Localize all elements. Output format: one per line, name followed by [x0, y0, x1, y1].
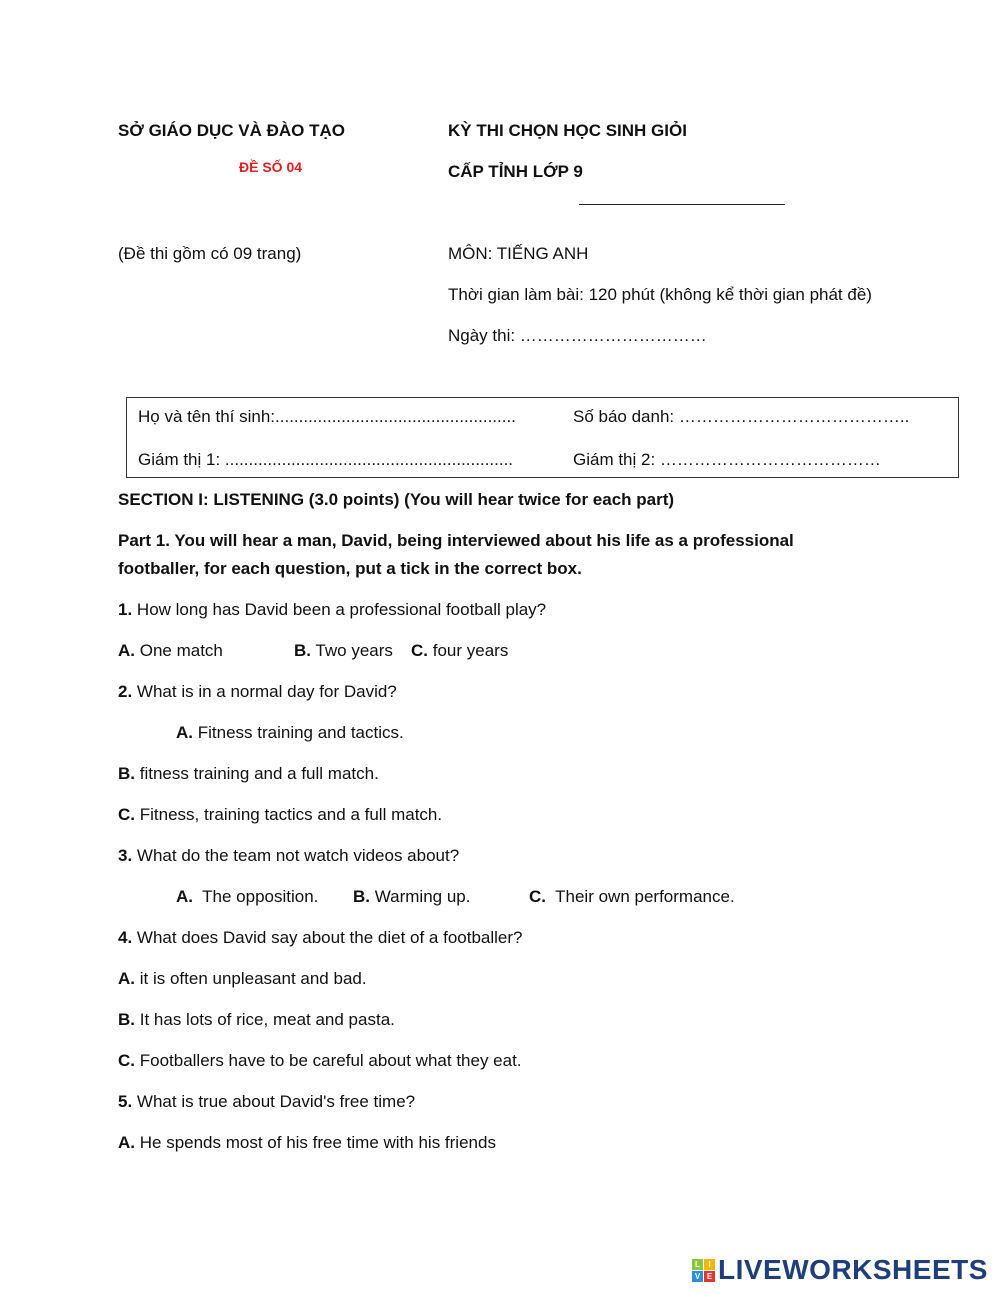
pages-note: (Đề thi gồm có 09 trang) — [118, 244, 302, 263]
option-2c[interactable] — [118, 804, 442, 826]
proctor-1: Giám thị 1: ............................................................. — [138, 450, 514, 469]
opt-text: Fitness, training tactics and a full match. — [139, 805, 443, 824]
section-heading: SECTION I: LISTENING (3.0 points) (You will hear twice for each part) — [118, 490, 675, 509]
opt-text: Their own performance. — [555, 887, 735, 906]
exam-date: Ngày thi: …………………………… — [448, 326, 707, 345]
q-text: What does David say about the diet of a footballer? — [136, 928, 523, 947]
q-num: 3. — [118, 846, 133, 865]
question-1 — [118, 599, 546, 621]
department-title: SỞ GIÁO DỤC VÀ ĐÀO TẠO — [118, 121, 346, 140]
opt-text: It has lots of rice, meat and pasta. — [139, 1010, 395, 1029]
q-num: 5. — [118, 1092, 133, 1111]
opt-key: A. — [176, 723, 193, 742]
opt-text: The opposition. — [202, 887, 319, 906]
part-instructions: Part 1. You will hear a man, David, being interviewed about his life as a professional — [118, 531, 794, 550]
candidate-name: Họ và tên thí sinh:................................................... — [138, 407, 516, 426]
opt-key: A. — [118, 1133, 135, 1152]
opt-key: B. — [294, 641, 311, 660]
opt-key: A. — [118, 641, 135, 660]
option-4a[interactable] — [118, 968, 367, 990]
logo-tile: I — [704, 1259, 715, 1270]
opt-text: fitness training and a full match. — [139, 764, 379, 783]
exam-level: CẤP TỈNH LỚP 9 — [448, 162, 583, 181]
question-4 — [118, 927, 523, 949]
q-text: What is in a normal day for David? — [136, 682, 397, 701]
opt-text: One match — [139, 641, 223, 660]
liveworksheets-logo — [692, 1254, 988, 1286]
opt-text: Fitness training and tactics. — [197, 723, 404, 742]
opt-key: B. — [353, 887, 370, 906]
opt-text: Two years — [315, 641, 393, 660]
q-num: 4. — [118, 928, 133, 947]
opt-text: He spends most of his free time with his friends — [139, 1133, 496, 1152]
divider — [579, 204, 785, 205]
option-3a[interactable] — [176, 886, 318, 908]
question-3 — [118, 845, 459, 867]
option-4b[interactable] — [118, 1009, 395, 1031]
opt-text: it is often unpleasant and bad. — [139, 969, 367, 988]
question-5 — [118, 1091, 415, 1113]
subject: MÔN: TIẾNG ANH — [448, 244, 589, 263]
option-1c[interactable] — [411, 640, 508, 662]
q-num: 1. — [118, 600, 133, 619]
opt-key: C. — [118, 1051, 135, 1070]
opt-text: four years — [432, 641, 509, 660]
option-4c[interactable] — [118, 1050, 522, 1072]
logo-tile: V — [692, 1271, 703, 1282]
option-2a[interactable] — [176, 722, 404, 744]
option-2b[interactable] — [118, 763, 379, 785]
logo-tiles-icon — [692, 1259, 715, 1282]
logo-tile: E — [704, 1271, 715, 1282]
opt-key: A. — [176, 887, 193, 906]
option-3c[interactable] — [529, 886, 735, 908]
exam-title: KỲ THI CHỌN HỌC SINH GIỎI — [448, 121, 687, 140]
opt-key: C. — [118, 805, 135, 824]
exam-code: ĐỀ SỐ 04 — [239, 159, 303, 175]
part-instructions-2: footballer, for each question, put a tick in the correct box. — [118, 559, 582, 578]
q-text: What do the team not watch videos about? — [136, 846, 460, 865]
opt-key: C. — [529, 887, 546, 906]
option-1b[interactable] — [294, 640, 393, 662]
q-num: 2. — [118, 682, 133, 701]
option-5a[interactable] — [118, 1132, 496, 1154]
exam-time: Thời gian làm bài: 120 phút (không kể thời gian phát đề) — [448, 285, 872, 304]
opt-key: C. — [411, 641, 428, 660]
candidate-id: Số báo danh: ………………………………….. — [573, 407, 910, 426]
opt-key: A. — [118, 969, 135, 988]
option-1a[interactable] — [118, 640, 223, 662]
logo-tile: L — [692, 1259, 703, 1270]
opt-key: B. — [118, 764, 135, 783]
q-text: What is true about David's free time? — [136, 1092, 416, 1111]
proctor-2: Giám thị 2: ………………………………… — [573, 450, 881, 469]
opt-text: Footballers have to be careful about what they eat. — [139, 1051, 522, 1070]
option-3b[interactable] — [353, 886, 470, 908]
logo-text: LIVEWORKSHEETS — [718, 1254, 988, 1285]
opt-key: B. — [118, 1010, 135, 1029]
q-text: How long has David been a professional football play? — [136, 600, 547, 619]
opt-text: Warming up. — [374, 887, 471, 906]
question-2 — [118, 681, 397, 703]
